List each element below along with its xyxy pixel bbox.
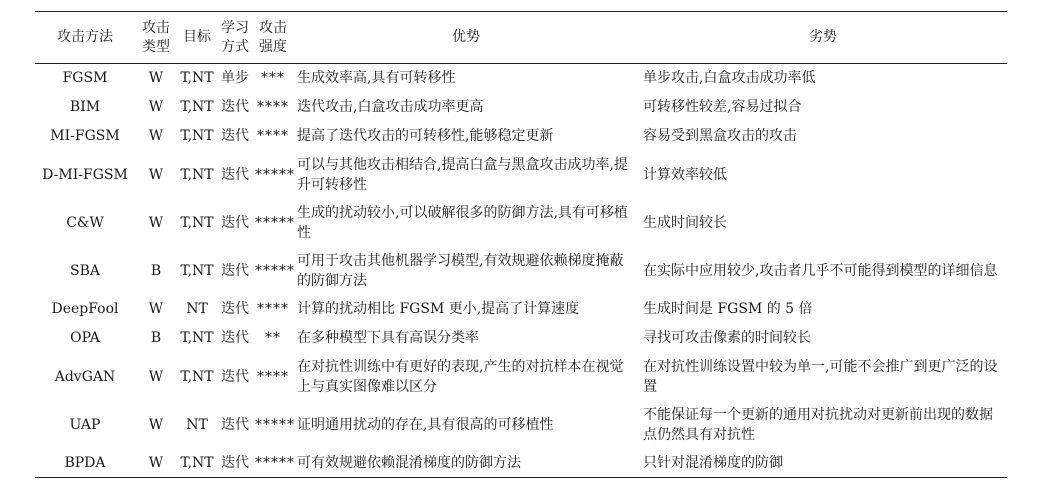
table-row <box>35 64 1007 93</box>
cell-strength: ***** <box>255 454 295 471</box>
cell-target: T,NT <box>180 128 214 144</box>
cell-learning: 迭代 <box>221 99 249 115</box>
table-header <box>35 12 1007 64</box>
cell-type: W <box>148 454 164 471</box>
cell-learning: 迭代 <box>221 301 249 317</box>
cell-type: W <box>148 301 164 317</box>
cell-method: BPDA <box>64 454 106 471</box>
cell-cons: 生成时间是 FGSM 的 5 倍 <box>643 301 813 317</box>
header-type-line2: 类型 <box>142 38 170 55</box>
cell-method: OPA <box>70 330 100 346</box>
cell-strength: **** <box>257 368 289 385</box>
cell-target: NT <box>186 301 208 317</box>
attack-methods-table <box>35 11 1007 478</box>
cell-method: DeepFool <box>51 301 119 317</box>
cell-type: W <box>148 214 164 231</box>
header-cons: 劣势 <box>809 29 837 45</box>
cell-strength: ***** <box>255 416 295 433</box>
header-strength-line2: 强度 <box>259 38 287 55</box>
cell-target: T,NT <box>180 330 214 346</box>
cell-learning: 迭代 <box>221 128 249 144</box>
cell-pros: 生成的扰动较小,可以破解很多的防御方法,具有可移植性 <box>297 204 628 241</box>
cell-learning: 迭代 <box>221 416 249 433</box>
cell-learning: 迭代 <box>221 454 249 471</box>
cell-strength: ***** <box>255 262 295 279</box>
cell-pros: 计算的扰动相比 FGSM 更小,提高了计算速度 <box>297 301 580 317</box>
header-pros: 优势 <box>452 29 480 45</box>
cell-cons: 可转移性较差,容易过拟合 <box>643 99 802 115</box>
cell-method: D-MI-FGSM <box>42 166 128 183</box>
header-target: 目标 <box>183 29 211 45</box>
cell-pros: 证明通用扰动的存在,具有很高的可移植性 <box>297 416 554 433</box>
header-type <box>135 12 177 64</box>
table-row <box>35 199 1007 247</box>
table-row <box>35 353 1007 401</box>
cell-target: T,NT <box>180 454 214 471</box>
header-learning-line1: 学习 <box>221 19 249 36</box>
table-row <box>35 151 1007 199</box>
cell-cons: 不能保证每一个更新的通用对抗扰动对更新前出现的数据点仍然具有对抗性 <box>643 406 993 443</box>
cell-type: W <box>148 368 164 385</box>
cell-pros: 在对抗性训练中有更好的表现,产生的对抗样本在视觉上与真实图像难以区分 <box>297 358 624 395</box>
cell-pros: 可有效规避依赖混淆梯度的防御方法 <box>297 454 521 471</box>
cell-pros: 生成效率高,具有可转移性 <box>297 70 456 87</box>
cell-target: T,NT <box>180 262 214 279</box>
cell-method: UAP <box>69 416 101 433</box>
cell-target: T,NT <box>180 166 214 183</box>
cell-target: T,NT <box>180 99 214 115</box>
cell-pros: 提高了迭代攻击的可转移性,能够稳定更新 <box>297 128 554 144</box>
cell-method: FGSM <box>62 70 108 87</box>
cell-strength: *** <box>261 70 285 87</box>
cell-target: T,NT <box>180 214 214 231</box>
header-strength-line1: 攻击 <box>259 19 287 36</box>
cell-type: B <box>150 262 162 279</box>
cell-strength: **** <box>257 99 289 115</box>
header-strength <box>253 12 293 64</box>
cell-method: C&W <box>66 214 104 231</box>
table-row <box>35 401 1007 449</box>
cell-type: W <box>148 166 164 183</box>
cell-strength: ***** <box>255 166 295 183</box>
header-row <box>35 12 1007 64</box>
cell-strength: **** <box>257 301 289 317</box>
cell-method: SBA <box>70 262 100 279</box>
table-row <box>35 295 1007 324</box>
cell-strength: ** <box>265 330 281 346</box>
cell-target: NT <box>186 416 208 433</box>
cell-learning: 迭代 <box>221 368 249 385</box>
cell-target: T,NT <box>180 368 214 385</box>
cell-learning: 迭代 <box>221 330 249 346</box>
cell-strength: **** <box>257 128 289 144</box>
cell-pros: 在多种模型下具有高误分类率 <box>297 330 479 346</box>
cell-learning: 迭代 <box>221 166 249 183</box>
cell-type: B <box>150 330 162 346</box>
cell-cons: 生成时间较长 <box>643 214 727 231</box>
cell-learning: 迭代 <box>221 262 249 279</box>
table-row <box>35 324 1007 353</box>
header-learning <box>217 12 253 64</box>
cell-pros: 可用于攻击其他机器学习模型,有效规避依赖梯度掩蔽的防御方法 <box>297 252 624 289</box>
cell-cons: 容易受到黑盒攻击的攻击 <box>643 128 797 144</box>
header-learning-line2: 方式 <box>221 38 249 55</box>
cell-learning: 单步 <box>221 70 249 87</box>
cell-strength: ***** <box>255 214 295 231</box>
cell-method: BIM <box>69 99 101 115</box>
cell-cons: 单步攻击,白盒攻击成功率低 <box>643 70 816 87</box>
cell-cons: 寻找可攻击像素的时间较长 <box>643 330 811 346</box>
header-type-line1: 攻击 <box>142 19 170 36</box>
cell-type: W <box>148 99 164 115</box>
header-method: 攻击方法 <box>57 29 113 45</box>
cell-learning: 迭代 <box>221 214 249 231</box>
cell-type: W <box>148 128 164 144</box>
table-row <box>35 93 1007 122</box>
cell-cons: 计算效率较低 <box>643 166 727 183</box>
cell-cons: 在对抗性训练设置中较为单一,可能不会推广到更广泛的设置 <box>643 358 998 395</box>
table-row <box>35 122 1007 151</box>
cell-cons: 只针对混淆梯度的防御 <box>643 454 783 471</box>
cell-method: AdvGAN <box>54 368 116 385</box>
cell-type: W <box>148 416 164 433</box>
attack-methods-table-wrapper <box>35 11 1007 478</box>
cell-method: MI-FGSM <box>50 128 120 144</box>
cell-pros: 可以与其他攻击相结合,提高白盒与黑盒攻击成功率,提升可转移性 <box>297 156 628 193</box>
table-row <box>35 247 1007 295</box>
cell-cons: 在实际中应用较少,攻击者几乎不可能得到模型的详细信息 <box>643 262 998 279</box>
cell-target: T,NT <box>180 70 214 87</box>
cell-type: W <box>148 70 164 87</box>
cell-pros: 迭代攻击,白盒攻击成功率更高 <box>297 99 484 115</box>
table-row <box>35 449 1007 478</box>
table-body <box>35 64 1007 478</box>
